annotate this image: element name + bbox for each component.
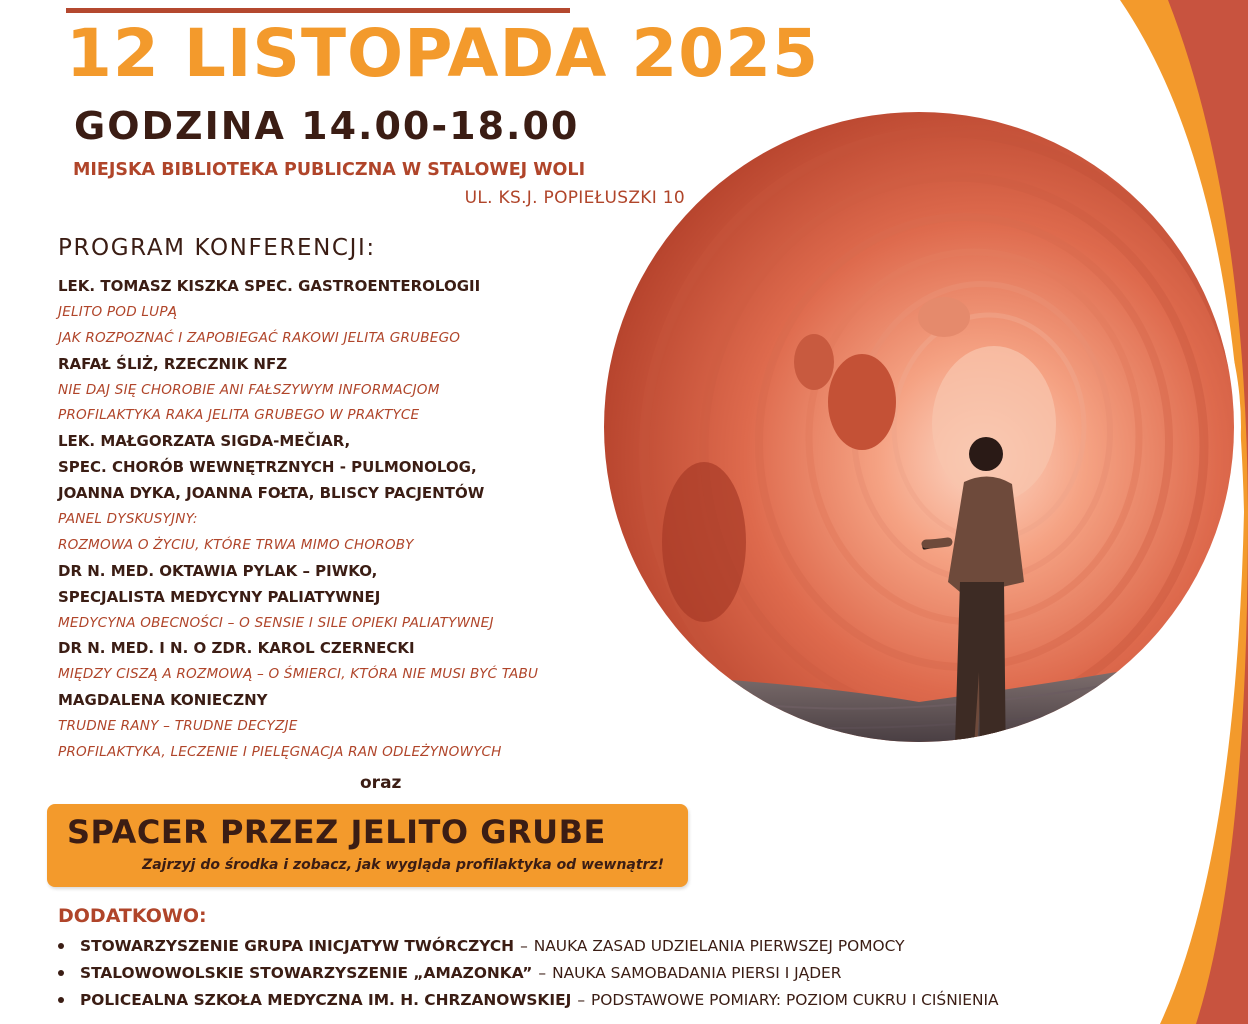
bullet-icon [58,997,64,1003]
program-speaker: LEK. TOMASZ KISZKA SPEC. GASTROENTEROLOGII [58,276,481,295]
program-heading: PROGRAM KONFERENCJI: [58,235,376,261]
program-speaker: SPEC. CHORÓB WEWNĘTRZNYCH - PULMONOLOG, [58,458,477,477]
program-topic: JAK ROZPOZNAĆ I ZAPOBIEGAĆ RAKOWI JELITA GRUBEGO [58,329,461,346]
banner-subtitle: Zajrzyj do środka i zobacz, jak wygląda profilaktyka od wewnątrz! [142,857,664,873]
list-item [58,986,999,1013]
extras-org: STOWARZYSZENIE GRUPA INICJATYW TWÓRCZYCH [80,936,515,955]
extras-dash: – [577,990,586,1009]
program-topic: JELITO POD LUPĄ [58,303,178,320]
event-address: UL. KS.J. POPIEŁUSZKI 10 [464,188,685,208]
program-speaker: DR N. MED. OKTAWIA PYLAK – PIWKO, [58,561,378,580]
program-speaker: MAGDALENA KONIECZNY [58,691,268,710]
walk-through-banner [47,804,688,887]
extras-activity: PODSTAWOWE POMIARY: POZIOM CUKRU I CIŚNIENIA [591,990,999,1009]
banner-title: SPACER PRZEZ JELITO GRUBE [67,813,606,851]
bullet-icon [58,943,64,949]
intestine-tunnel-photo [604,112,1234,742]
program-speaker: JOANNA DYKA, JOANNA FOŁTA, BLISCY PACJENTÓW [58,484,485,503]
event-time: GODZINA 14.00-18.00 [74,104,580,148]
program-topic: PROFILAKTYKA RAKA JELITA GRUBEGO W PRAKTYCE [58,407,420,424]
program-speaker: DR N. MED. I N. O ZDR. KAROL CZERNECKI [58,639,415,658]
extras-activity: NAUKA SAMOBADANIA PIERSI I JĄDER [552,963,842,982]
program-speaker: SPECJALISTA MEDYCYNY PALIATYWNEJ [58,587,381,606]
list-item [58,932,999,959]
program-speaker: RAFAŁ ŚLIŻ, RZECZNIK NFZ [58,354,288,373]
bullet-icon [58,970,64,976]
event-venue: MIEJSKA BIBLIOTEKA PUBLICZNA W STALOWEJ WOLI [73,160,586,180]
program-topic: ROZMOWA O ŻYCIU, KTÓRE TRWA MIMO CHOROBY [58,536,414,553]
extras-dash: – [520,936,528,955]
event-date: 12 LISTOPADA 2025 [66,15,820,92]
list-item [58,959,999,986]
extras-list [58,932,999,1013]
program-speaker: LEK. MAŁGORZATA SIGDA-MEČIAR, [58,432,351,451]
program-topic: PROFILAKTYKA, LECZENIE I PIELĘGNACJA RAN ODLEŻYNOWYCH [58,743,502,760]
program-topic: PANEL DYSKUSYJNY: [58,510,198,527]
extras-dash: – [538,963,547,982]
program-list [58,273,668,765]
oraz-label: oraz [360,773,402,793]
program-topic: TRUDNE RANY – TRUDNE DECYZJE [58,718,298,735]
program-topic: NIE DAJ SIĘ CHOROBIE ANI FAŁSZYWYM INFORMACJOM [58,381,440,398]
top-rule [66,8,570,13]
program-topic: MIĘDZY CISZĄ A ROZMOWĄ – O ŚMIERCI, KTÓRA NIE MUSI BYĆ TABU [58,666,539,683]
extras-activity: NAUKA ZASAD UDZIELANIA PIERWSZEJ POMOCY [533,936,905,955]
extras-org: POLICEALNA SZKOŁA MEDYCZNA IM. H. CHRZANOWSKIEJ [80,990,572,1009]
extras-heading: DODATKOWO: [58,905,207,927]
extras-org: STALOWOWOLSKIE STOWARZYSZENIE „AMAZONKA” [80,963,533,982]
program-topic: MEDYCYNA OBECNOŚCI – O SENSIE I SILE OPIEKI PALIATYWNEJ [58,614,494,631]
